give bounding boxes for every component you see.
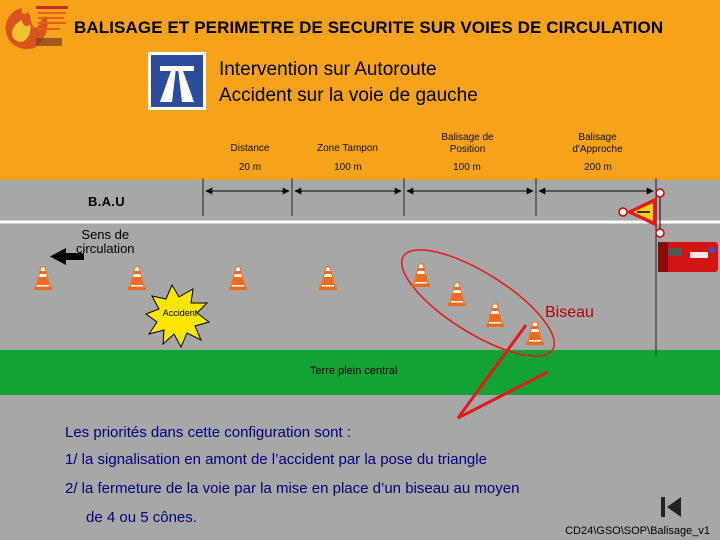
fire-truck-icon	[658, 242, 718, 272]
accident-label: Accident	[162, 308, 198, 318]
direction-label: Sens de circulation	[76, 227, 135, 256]
slide-title: BALISAGE ET PERIMETRE DE SECURITE SUR VOIES DE CIRCULATION	[74, 18, 664, 37]
zone-label-buffer: Zone Tampon	[317, 143, 378, 154]
priority-item-2-cont: de 4 ou 5 cônes.	[86, 509, 197, 526]
bau-label: B.A.U	[88, 194, 125, 209]
zone-label-position: Balisage de Position	[441, 132, 494, 155]
priority-item-2: 2/ la fermeture de la voie par la mise en place d’un biseau au moyen	[65, 480, 520, 497]
zone-distance-1: 20 m	[238, 162, 262, 173]
biseau-label: Biseau	[545, 304, 594, 321]
zone-distance-4: 200 m	[584, 162, 612, 173]
priority-item-1: 1/ la signalisation en amont de l’accident par la pose du triangle	[65, 451, 487, 468]
priorities-heading: Les priorités dans cette configuration sont :	[65, 424, 351, 441]
subtitle-line2: Accident sur la voie de gauche	[219, 85, 478, 106]
zone-label-approach: Balisage d'Approche	[572, 132, 623, 155]
zone-distance-3: 100 m	[453, 162, 481, 173]
footer-path: CD24\GSO\SOP\Balisage_v1	[565, 525, 710, 537]
subtitle-line1: Intervention sur Autoroute	[219, 59, 437, 80]
zone-label-distance: Distance	[230, 143, 270, 154]
zone-distance-2: 100 m	[334, 162, 362, 173]
median-label: Terre plein central	[310, 365, 398, 377]
